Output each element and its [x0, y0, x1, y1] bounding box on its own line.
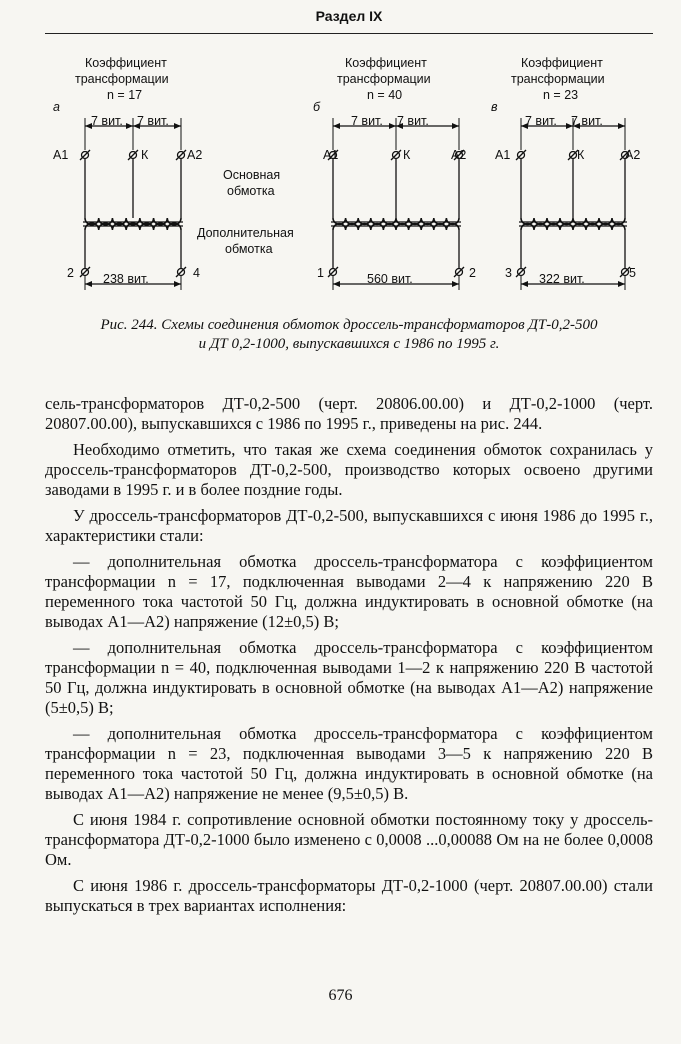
body-text: [45, 394, 653, 922]
terminal-a1-b: А1: [323, 148, 339, 162]
figure-caption: [45, 316, 653, 354]
main-winding-label-2: обмотка: [227, 184, 275, 198]
coef-label-c-2: трансформации: [511, 72, 605, 86]
terminal-bottom-left-b: 1: [317, 266, 324, 280]
header-rule: [45, 33, 653, 34]
paragraph-2: Необходимо отметить, что такая же схема соединения обмоток сохранилась у дроссель-трансформаторов ДТ-0,2-500, производство которых освоено другими заводами в 1995 г. и в более поздние годы.: [45, 440, 653, 499]
caption-line-1: Рис. 244. Схемы соединения обмоток дроссель-трансформаторов ДТ-0,2-500: [100, 317, 598, 333]
terminal-a2-a: А2: [187, 148, 203, 162]
bottom-turns-a: 238 вит.: [103, 272, 149, 286]
paragraph-6: — дополнительная обмотка дроссель-трансформатора с коэффициентом трансформации n = 23, подключенная выводами 3—5 к напряжению 220 В переменного тока частотой 50 Гц, должна индуктировать в основной обмотке (на выводах А1—А2) напряжение не менее (9,5±0,5) В.: [45, 724, 653, 803]
top-turns-right-c: 7 вит.: [571, 114, 603, 128]
diagram-c-main-coil: [521, 218, 625, 225]
paragraph-3: У дроссель-трансформаторов ДТ-0,2-500, выпускавшихся с июня 1986 до 1995 г., характеристики стали:: [45, 506, 653, 545]
paragraph-5: — дополнительная обмотка дроссель-трансформатора с коэффициентом трансформации n = 40, подключенная выводами 1—2 к напряжению 220 В частотой 50 Гц, должна индуктировать в основной обмотке (на выводах А1—А2) напряжение (5±0,5) В;: [45, 638, 653, 717]
top-turns-left-b: 7 вит.: [351, 114, 383, 128]
diagram-letter-c: в: [491, 100, 498, 114]
bottom-turns-c: 322 вит.: [539, 272, 585, 286]
diagram-b-dim-bottom-arrow-left: [333, 281, 340, 287]
diagram-c-extra-coil: [521, 224, 625, 230]
diagram-a-dim-top-left-arrow-right: [126, 123, 133, 129]
caption-line-2: и ДТ 0,2-1000, выпускавшихся с 1986 по 1995 г.: [198, 336, 500, 352]
diagram-b-dim-bottom-arrow-right: [452, 281, 459, 287]
terminal-bottom-right-a: 4: [193, 266, 200, 280]
terminal-a2-b: А2: [451, 148, 467, 162]
diagram-c-dim-top-right-arrow-right: [618, 123, 625, 129]
terminal-bottom-right-b: 2: [469, 266, 476, 280]
coef-label-c-1: Коэффициент: [521, 56, 603, 70]
diagram-a-dim-top-right-arrow-right: [174, 123, 181, 129]
terminal-bottom-left-c: 3: [505, 266, 512, 280]
coef-label-a-3: n = 17: [107, 88, 143, 102]
diagram-letter-b: б: [313, 100, 321, 114]
diagram-b-dim-top-left-arrow-right: [389, 123, 396, 129]
paragraph-4: — дополнительная обмотка дроссель-трансформатора с коэффициентом трансформации n = 17, подключенная выводами 2—4 к напряжению 220 В переменного тока частотой 50 Гц, должна индуктировать в основной обмотке (на выводах А1—А2) напряжение (12±0,5) В;: [45, 552, 653, 631]
diagram-a-dim-bottom-arrow-left: [85, 281, 92, 287]
terminal-k-c: К: [577, 148, 585, 162]
coef-label-b-2: трансформации: [337, 72, 431, 86]
extra-winding-label-2: обмотка: [225, 242, 273, 256]
top-turns-left-a: 7 вит.: [91, 114, 123, 128]
paragraph-1: сель-трансформаторов ДТ-0,2-500 (черт. 20806.00.00) и ДТ-0,2-1000 (черт. 20807.00.00), выпускавшихся с 1986 по 1995 г., приведены на рис. 244.: [45, 394, 653, 433]
diagram-a-dim-bottom-arrow-right: [174, 281, 181, 287]
diagram-b-dim-top-right-arrow-right: [452, 123, 459, 129]
figure-244: [45, 48, 653, 318]
terminal-a1-a: А1: [53, 148, 69, 162]
diagram-c-dim-bottom-arrow-left: [521, 281, 528, 287]
top-turns-right-a: 7 вит.: [137, 114, 169, 128]
top-turns-left-c: 7 вит.: [525, 114, 557, 128]
terminal-a2-c: А2: [625, 148, 641, 162]
coef-label-b-3: n = 40: [367, 88, 403, 102]
paragraph-8: С июня 1986 г. дроссель-трансформаторы ДТ-0,2-1000 (черт. 20807.00.00) стали выпускаться в трех вариантах исполнения:: [45, 876, 653, 915]
main-winding-label-1: Основная: [223, 168, 281, 182]
coef-label-a-2: трансформации: [75, 72, 169, 86]
terminal-bottom-right-c: 5: [629, 266, 636, 280]
diagram-letter-a: а: [53, 100, 60, 114]
terminal-a1-c: А1: [495, 148, 511, 162]
diagram-c-dim-bottom-arrow-right: [618, 281, 625, 287]
terminal-k-a: К: [141, 148, 149, 162]
coef-label-b-1: Коэффициент: [345, 56, 427, 70]
coef-label-c-3: n = 23: [543, 88, 579, 102]
terminal-k-b: К: [403, 148, 411, 162]
paragraph-7: С июня 1984 г. сопротивление основной обмотки постоянному току у дроссель-трансформатора ДТ-0,2-1000 было изменено с 0,0008 ...0,00088 Ом на не более 0,0008 Ом.: [45, 810, 653, 869]
diagram-b-dim-top-left-arrow-left: [333, 123, 340, 129]
extra-winding-label-1: Дополнительная: [197, 226, 294, 240]
section-header: Раздел IX: [315, 8, 383, 24]
top-turns-right-b: 7 вит.: [397, 114, 429, 128]
coef-label-a-1: Коэффициент: [85, 56, 167, 70]
terminal-bottom-left-a: 2: [67, 266, 74, 280]
page-number: 676: [328, 987, 353, 1004]
bottom-turns-b: 560 вит.: [367, 272, 413, 286]
